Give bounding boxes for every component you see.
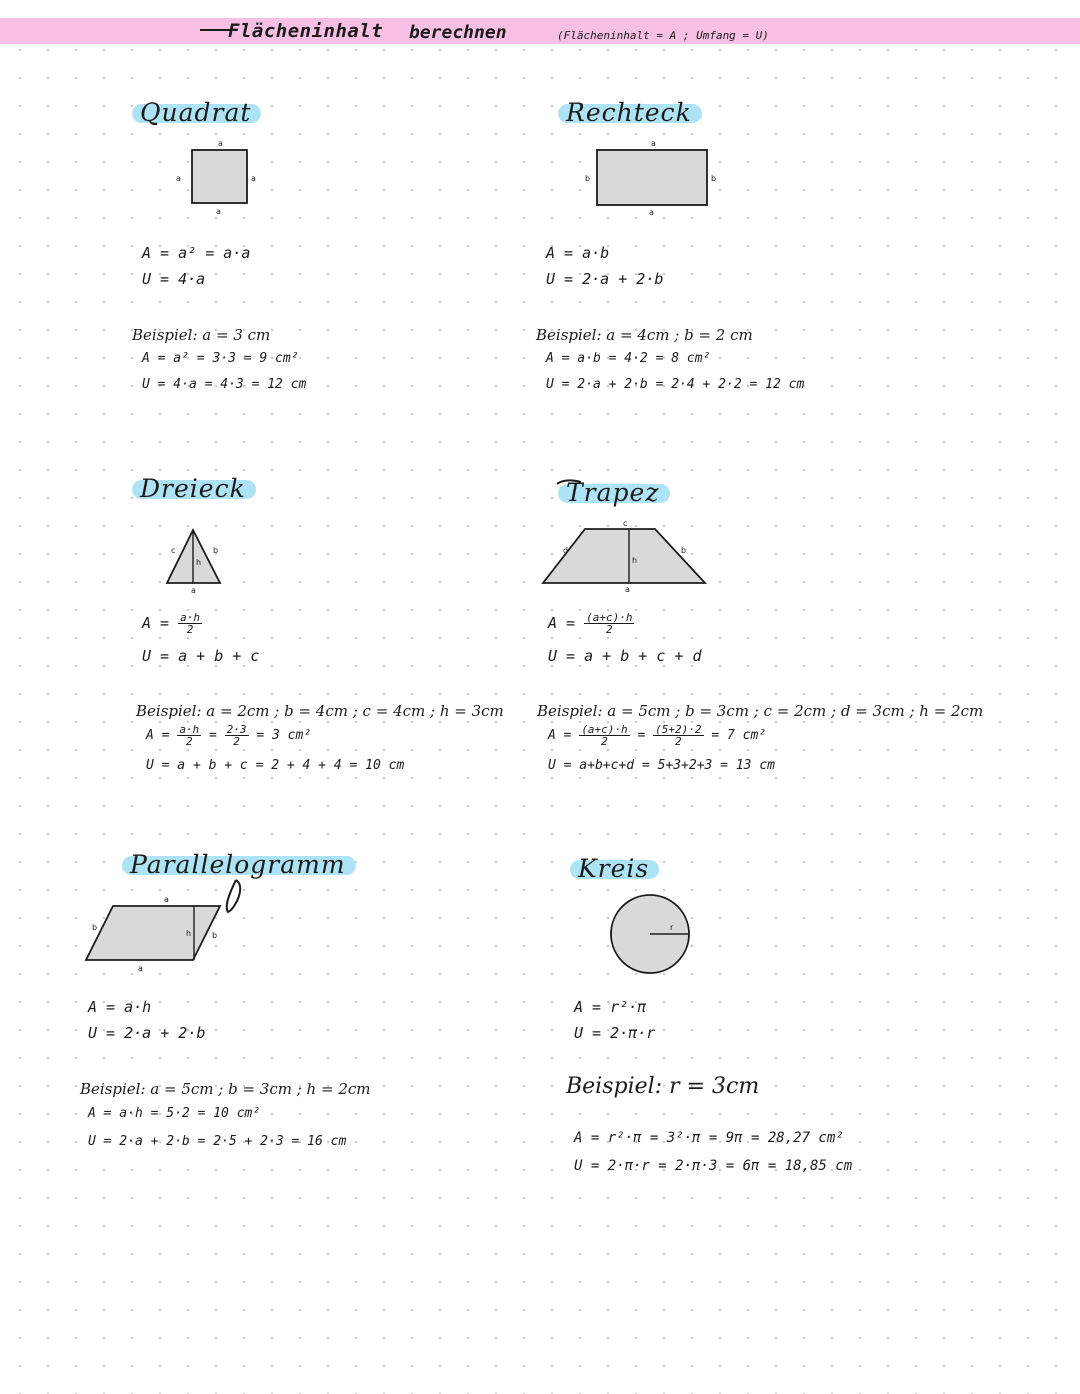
quadrat-example-head: Beispiel: a = 3 cm [132, 326, 271, 344]
trapez-example-head: Beispiel: a = 5cm ; b = 3cm ; c = 2cm ; d = 3cm ; h = 2cm [537, 702, 984, 720]
parallelogramm-label-height: h [186, 929, 192, 938]
trapez-formula-area-lhs: A = [548, 614, 576, 632]
rechteck-label-top: a [651, 139, 656, 148]
kreis-formula-area: A = r²·π [574, 998, 647, 1016]
page-title: Flächeninhalt [228, 20, 384, 42]
parallelogramm-label-left: b [92, 923, 98, 932]
dreieck-title: Dreieck [140, 474, 246, 503]
kreis-formula-perimeter: U = 2·π·r [574, 1024, 656, 1042]
dreieck-formula-perimeter: U = a + b + c [142, 647, 260, 665]
parallelogramm-formula-perimeter: U = 2·a + 2·b [88, 1024, 206, 1042]
rechteck-formula-area: A = a·b [546, 244, 610, 262]
dreieck-example-area [146, 724, 311, 747]
quadrat-formula-area: A = a² = a·a [142, 244, 251, 262]
dreieck-example-perimeter: U = a + b + c = 2 + 4 + 4 = 10 cm [146, 758, 405, 773]
parallelogramm-example-area: A = a·h = 5·2 = 10 cm² [88, 1106, 261, 1121]
parallelogramm-example-perimeter: U = 2·a + 2·b = 2·5 + 2·3 = 16 cm [88, 1134, 347, 1149]
quadrat-example-perimeter: U = 4·a = 4·3 = 12 cm [142, 377, 307, 392]
dreieck-label-height: h [196, 558, 202, 567]
trapez-example-area-result: = 7 cm² [711, 728, 767, 743]
trapez-example-equals-1: = [637, 728, 646, 743]
trapez-title: Trapez [566, 478, 660, 507]
quadrat-label-top: a [218, 139, 223, 148]
parallelogramm-label-right: b [212, 931, 218, 940]
kreis-figure [600, 888, 700, 983]
quadrat-title: Quadrat [140, 98, 252, 127]
quadrat-label-left: a [176, 174, 181, 183]
parallelogramm-label-bottom: a [138, 964, 143, 973]
trapez-trapezoid [543, 529, 705, 583]
trapez-formula-area [548, 612, 634, 635]
dreieck-example-area-result: = 3 cm² [256, 728, 312, 743]
rechteck-rectangle [597, 150, 707, 205]
dreieck-formula-area-fraction [178, 612, 202, 635]
rechteck-example-area: A = a·b = 4·2 = 8 cm² [546, 351, 711, 366]
header-note: (Flächeninhalt = A ; Umfang = U) [557, 29, 769, 42]
trapez-formula-area-denominator: 2 [605, 623, 613, 636]
trapez-label-left: d [563, 546, 569, 555]
dreieck-formula-area-lhs: A = [142, 614, 170, 632]
dreieck-example-area-lhs: A = [146, 728, 170, 743]
dreieck-example-fraction-2 [225, 724, 249, 747]
dreieck-example-denominator-1: 2 [185, 735, 193, 748]
quadrat-example-area: A = a² = 3·3 = 9 cm² [142, 351, 299, 366]
trapez-formula-perimeter: U = a + b + c + d [548, 647, 702, 665]
quadrat-figure [160, 135, 280, 220]
trapez-example-numerator-1: (a+c)·h [581, 723, 628, 736]
dreieck-formula-area-denominator: 2 [186, 623, 194, 636]
dreieck-formula-area-numerator: a·h [180, 611, 200, 624]
rechteck-label-right: b [711, 174, 717, 183]
trapez-figure [535, 517, 715, 592]
dreieck-label-right: b [213, 546, 219, 555]
trapez-example-denominator-2: 2 [675, 735, 682, 748]
header-band [0, 18, 1080, 44]
trapez-example-denominator-1: 2 [601, 735, 608, 748]
title-underline-stroke [200, 29, 230, 31]
rechteck-label-left: b [585, 174, 591, 183]
dreieck-example-numerator-2: 2·3 [226, 723, 247, 736]
dreieck-example-fraction-1 [177, 724, 201, 747]
dreieck-example-head: Beispiel: a = 2cm ; b = 4cm ; c = 4cm ; h = 3cm [136, 702, 504, 720]
dreieck-label-left: c [171, 546, 176, 555]
kreis-example-head: Beispiel: r = 3cm [566, 1074, 760, 1099]
quadrat-square [192, 150, 247, 203]
kreis-example-area: A = r²·π = 3²·π = 9π = 28,27 cm² [574, 1130, 844, 1146]
quadrat-formula-perimeter: U = 4·a [142, 270, 206, 288]
quadrat-label-right: a [251, 174, 256, 183]
trapez-example-perimeter: U = a+b+c+d = 5+3+2+3 = 13 cm [548, 758, 775, 773]
trapez-example-area-lhs: A = [548, 728, 572, 743]
parallelogramm-label-top: a [164, 895, 169, 904]
rechteck-example-head: Beispiel: a = 4cm ; b = 2 cm [536, 326, 753, 344]
rechteck-title: Rechteck [566, 98, 692, 127]
rechteck-formula-perimeter: U = 2·a + 2·b [546, 270, 664, 288]
trapez-label-bottom: a [625, 585, 630, 594]
rechteck-example-perimeter: U = 2·a + 2·b = 2·4 + 2·2 = 12 cm [546, 377, 805, 392]
trapez-label-right: b [681, 546, 687, 555]
dreieck-figure [155, 525, 245, 595]
dreieck-example-numerator-1: a·h [179, 723, 200, 736]
parallelogramm-figure [78, 890, 238, 975]
trapez-example-fraction-2 [653, 724, 703, 747]
page-subtitle: berechnen [409, 22, 507, 43]
trapez-label-top: c [623, 519, 628, 528]
parallelogramm-example-head: Beispiel: a = 5cm ; b = 3cm ; h = 2cm [80, 1080, 371, 1098]
trapez-example-area [548, 724, 766, 747]
trapez-formula-area-fraction [584, 612, 634, 635]
kreis-title: Kreis [578, 854, 650, 883]
dreieck-label-bottom: a [191, 586, 196, 595]
parallelogramm-title: Parallelogramm [130, 850, 346, 879]
trapez-example-fraction-1 [579, 724, 629, 747]
kreis-label-radius: r [670, 923, 674, 932]
dreieck-example-equals-1: = [209, 728, 217, 743]
dreieck-example-denominator-2: 2 [233, 735, 240, 748]
kreis-example-perimeter: U = 2·π·r = 2·π·3 = 6π = 18,85 cm [574, 1158, 853, 1174]
parallelogramm-formula-area: A = a·h [88, 998, 152, 1016]
quadrat-label-bottom: a [216, 207, 221, 216]
trapez-example-numerator-2: (5+2)·2 [655, 723, 702, 736]
rechteck-label-bottom: a [649, 208, 654, 217]
dreieck-formula-area [142, 612, 202, 635]
rechteck-figure [575, 135, 735, 220]
trapez-label-height: h [632, 556, 638, 565]
trapez-formula-area-numerator: (a+c)·h [586, 611, 633, 624]
parallelogramm-shape [86, 906, 220, 960]
